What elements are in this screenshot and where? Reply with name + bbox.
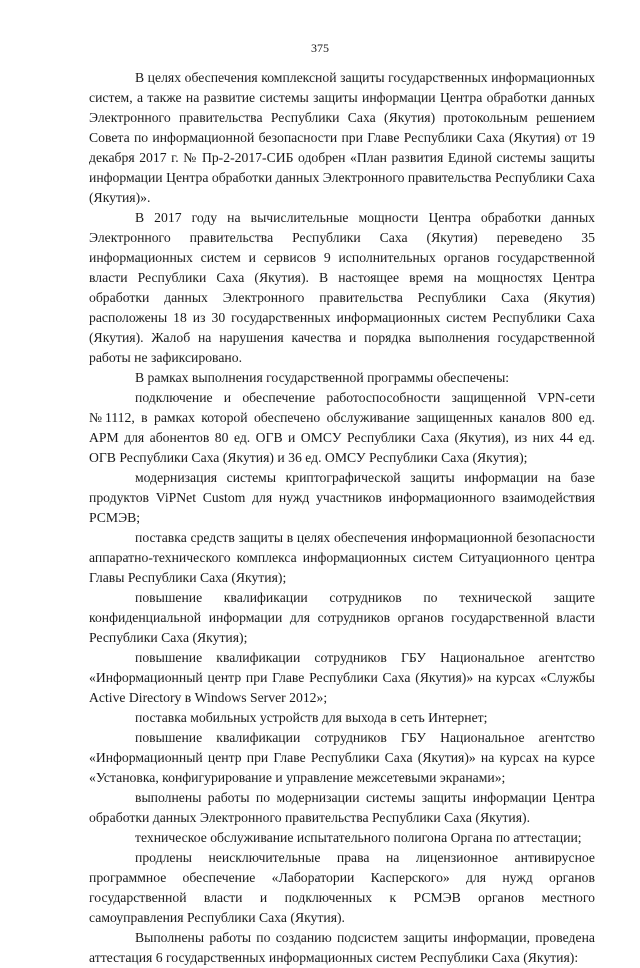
list-item-crypto-modernization: модернизация системы криптографической защиты информации на базе продуктов ViPNet Custom для нужд участников информационного взаимодействия РСМЭВ; bbox=[89, 470, 595, 525]
list-item-training-active-directory: повышение квалификации сотрудников ГБУ Национальное агентство «Информационный центр при Главе Республики Саха (Якутия)» на курсах «Службы Active Directory в Windows Server 2012»; bbox=[89, 650, 595, 705]
list-item-mobile-devices: поставка мобильных устройств для выхода в сеть Интернет; bbox=[135, 710, 488, 725]
paragraph-integrated-protection: В целях обеспечения комплексной защиты государственных информационных систем, а также на развитие системы защиты информации Центра обработки данных Электронного правительства Республики Саха (Якутия) протокольным решением Совета по информационной безопасности при Главе Республики Саха (Якутия) от 19 декабря 2017 г. № Пр-2-2017-СИБ одобрен «План развития Единой системы защиты информации Центра обработки данных Электронного правительства Республики Саха (Якутия)». bbox=[89, 70, 595, 205]
paragraph-2017-migration: В 2017 году на вычислительные мощности Центра обработки данных Электронного правительства Республики Саха (Якутия) переведено 35 информационных систем и сервисов 9 исполнительных органов государственной власти Республики Саха (Якутия). В настоящее время на мощностях Центра обработки данных Электронного правительства Республики Саха (Якутия) расположены 18 из 30 государственных информационных систем Республики Саха (Якутия). Жалоб на нарушения качества и порядка выполнения государственной работы не зафиксировано. bbox=[89, 210, 595, 365]
list-item-vpn-network: подключение и обеспечение работоспособности защищенной VPN-сети №1112, в рамках которой обеспечено обслуживание защищенных каналов 800 ед. АРМ для абонентов 80 ед. ОГВ и ОМСУ Республики Саха (Якутия), из них 44 ед. ОГВ Республики Саха (Якутия) и 36 ед. ОМСУ Республики Саха (Якутия); bbox=[89, 390, 595, 465]
paragraph-program-intro: В рамках выполнения государственной программы обеспечены: bbox=[135, 370, 510, 385]
list-item-datacenter-modernization: выполнены работы по модернизации системы защиты информации Центра обработки данных Электронного правительства Республики Саха (Якутия). bbox=[89, 790, 595, 825]
list-item-antivirus-licenses: продлены неисключительные права на лицензионное антивирусное программное обеспечение «Лаборатории Касперского» для нужд органов государственной власти и подключенных к РСМЭВ органов местного самоуправления Республики Саха (Якутия). bbox=[89, 850, 595, 925]
list-item-security-supply: поставка средств защиты в целях обеспечения информационной безопасности аппаратно-технического комплекса информационных систем Ситуационного центра Главы Республики Саха (Якутия); bbox=[89, 530, 595, 585]
page-number: 375 bbox=[311, 41, 329, 55]
list-item-training-confidential: повышение квалификации сотрудников по технической защите конфиденциальной информации для сотрудников органов государственной власти Республики Саха (Якутия); bbox=[89, 590, 595, 645]
list-item-training-firewalls: повышение квалификации сотрудников ГБУ Национальное агентство «Информационный центр при Главе Республики Саха (Якутия)» на курсах на курсе «Установка, конфигурирование и управление межсетевыми экранами»; bbox=[89, 730, 595, 785]
paragraph-attestation: Выполнены работы по созданию подсистем защиты информации, проведена аттестация 6 государственных информационных систем Республики Саха (Якутия): bbox=[89, 930, 595, 965]
list-item-test-site-maintenance: техническое обслуживание испытательного полигона Органа по аттестации; bbox=[135, 830, 582, 845]
document-body bbox=[89, 68, 595, 968]
